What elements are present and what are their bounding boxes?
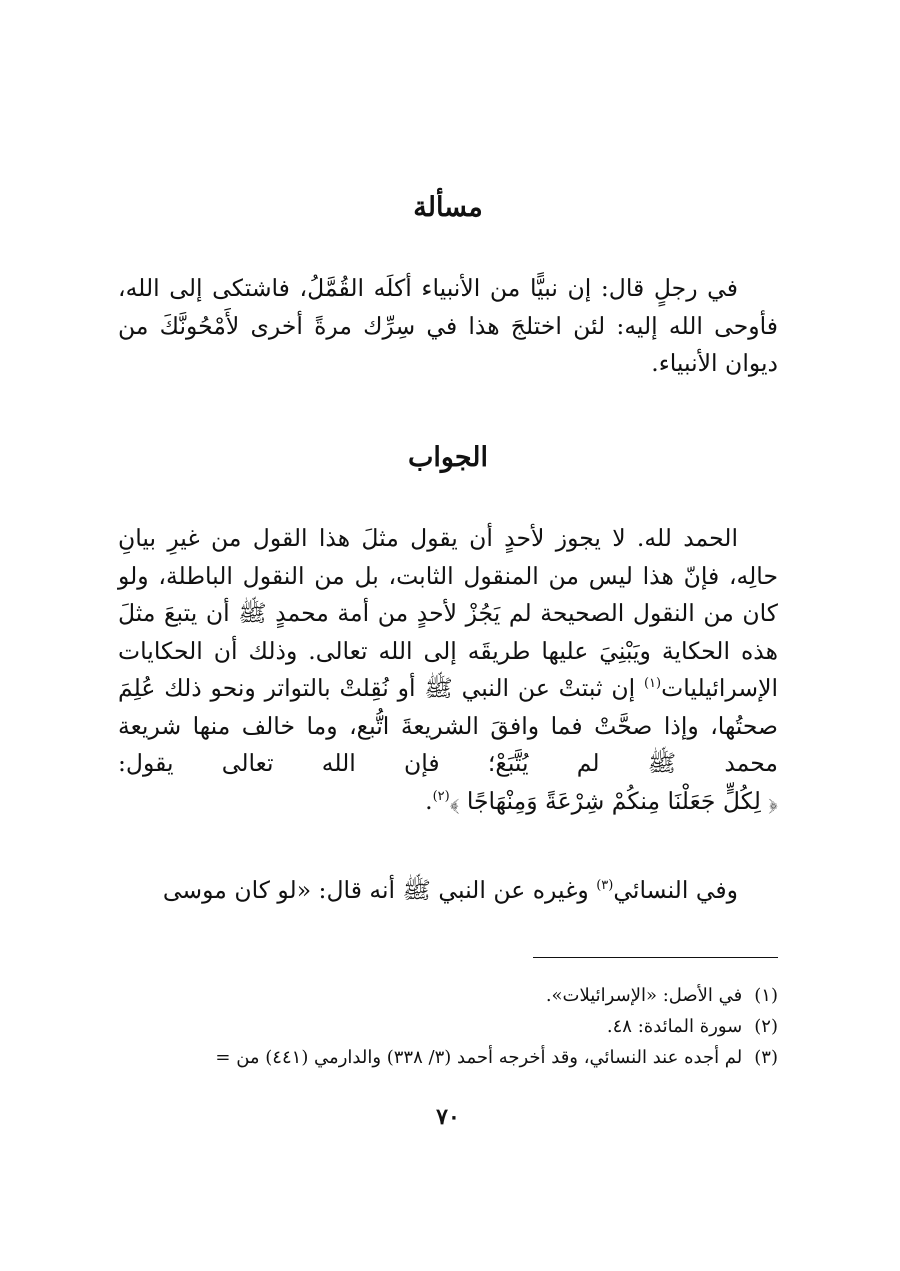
footnote-text: لم أجده عند النسائي، وقد أخرجه أحمد (٣/ ٣٣٨) والدارمي (٤٤١) من = (215, 1047, 743, 1068)
footnote-ref-2: (٢) (432, 788, 450, 804)
answer-text-end: . (425, 786, 433, 815)
page-number: ٧٠ (436, 1104, 460, 1130)
quran-verse: ﴿ لِكُلٍّ جَعَلْنَا مِنكُمْ شِرْعَةً وَمِنْهَاجًا ﴾ (449, 786, 778, 815)
footnote-ref-3: (٣) (596, 878, 614, 894)
answer-p2-text-part-1: وفي النسائي (613, 876, 738, 904)
footnote-text: في الأصل: «الإسرائيلات». (545, 985, 743, 1006)
footnote-item (118, 1042, 778, 1073)
answer-heading: الجواب (407, 442, 489, 473)
footnotes-list (118, 980, 778, 1073)
answer-paragraph-2 (118, 872, 778, 910)
footnote-text: سورة المائدة: ٤٨. (606, 1016, 743, 1037)
footnote-item (118, 1011, 778, 1042)
answer-p2-text-part-2: وغيره عن النبي ﷺ أنه قال: «لو كان موسى (162, 876, 597, 904)
footnote-mark: (٢) (754, 1016, 778, 1037)
question-paragraph: في رجلٍ قال: إن نبيًّا من الأنبياء أكلَه القُمَّلُ، فاشتكى إلى الله، فأوحى الله إليه: لئن اختلجَ هذا في سِرِّك مرةً أخرى لأَمْحُونَّكَ من ديوان الأنبياء. (118, 274, 778, 377)
page-content (118, 0, 778, 1271)
footnote-item (118, 980, 778, 1011)
footnote-ref-1: (١) (643, 676, 662, 692)
question-heading: مسألة (413, 192, 483, 223)
answer-text-part-2: إن ثبتتْ عن النبي ﷺ أو نُقِلتْ بالتواتر ونحو ذلك عُلِمَ صحتُها، وإذا صحَّتْ فما وافقَ الشريعةَ اتُّبع، وما خالف منها شريعة محمد ﷺ لم يُتَّبَعْ؛ فإن الله تعالى يقول: (118, 674, 778, 777)
footnote-mark: (٣) (754, 1047, 778, 1068)
footnote-mark: (١) (754, 985, 778, 1006)
footnote-divider (533, 957, 778, 958)
answer-text-part-1: الحمد لله. لا يجوز لأحدٍ أن يقول مثلَ هذا القول من غيرِ بيانِ حالِه، فإنّ هذا ليس من المنقول الثابت، بل من النقول الباطلة، ولو كان من النقول الصحيحة لم يَجُزْ لأحدٍ من أمة محمدٍ ﷺ أن يتبعَ مثلَ هذه الحكاية ويَبْنِيَ عليها طريقَه إلى الله تعالى. وذلك أن الحكايات الإسرائيليات (118, 524, 778, 702)
answer-paragraph-1 (118, 520, 778, 820)
